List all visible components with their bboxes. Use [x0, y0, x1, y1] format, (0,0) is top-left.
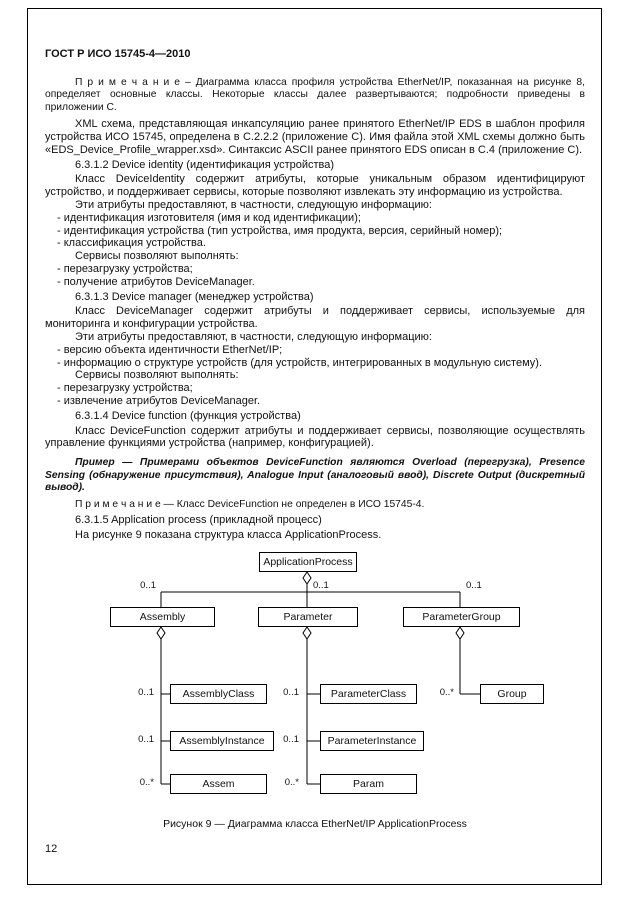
note-paragraph: П р и м е ч а н и е — Класс DeviceFunction не определен в ИСО 15745-4.: [75, 499, 425, 511]
page-number: 12: [45, 843, 58, 855]
list-item: - получение атрибутов DeviceManager.: [57, 275, 255, 288]
multiplicity-label: 0..1: [283, 687, 299, 699]
class-assemblyinstance: AssemblyInstance: [170, 731, 274, 751]
list-item: - информацию о структуре устройств (для устройств, интегрированных в модульную систему).: [57, 356, 542, 369]
multiplicity-label: 0..*: [139, 777, 154, 789]
paragraph: Эти атрибуты предоставляют, в частности, следующую информацию:: [75, 330, 432, 343]
multiplicity-label: 0..1: [140, 580, 156, 592]
paragraph: Класс DeviceManager содержит атрибуты и поддерживает сервисы, используемые для мониторинга и конфигурации устройства.: [45, 305, 585, 331]
multiplicity-label: 0..1: [138, 687, 154, 699]
figure-caption: Рисунок 9 — Диаграмма класса EtherNet/IP ApplicationProcess: [163, 818, 467, 831]
section-heading-6313: 6.3.1.3 Device manager (менеджер устройства): [75, 290, 314, 303]
multiplicity-label: 0..1: [466, 580, 482, 592]
list-item: - идентификация устройства (тип устройства, имя продукта, версия, серийный номер);: [57, 224, 503, 237]
list-item: - извлечение атрибутов DeviceManager.: [57, 394, 261, 407]
class-parameterclass: ParameterClass: [320, 684, 417, 704]
list-item: - идентификация изготовителя (имя и код идентификации);: [57, 211, 361, 224]
section-heading-6315: 6.3.1.5 Application process (прикладной процесс): [75, 513, 322, 526]
paragraph: Эти атрибуты предоставляют, в частности, следующую информацию:: [75, 199, 432, 211]
multiplicity-label: 0..*: [439, 687, 454, 699]
aggregation-diamond: [303, 572, 311, 584]
page-content: [45, 48, 585, 830]
list-item: - перезагрузку устройства;: [57, 262, 193, 275]
aggregation-diamond: [303, 627, 311, 639]
paragraph: Сервисы позволяют выполнять:: [75, 369, 239, 382]
list-item: - перезагрузку устройства;: [57, 382, 193, 395]
multiplicity-label: 0..*: [284, 777, 299, 789]
class-parameter: Parameter: [258, 607, 358, 627]
paragraph: На рисунке 9 показана структура класса ApplicationProcess.: [75, 528, 382, 541]
class-group: Group: [480, 684, 544, 704]
document-header: ГОСТ Р ИСО 15745-4—2010: [45, 48, 191, 60]
class-assem: Assem: [170, 774, 267, 794]
class-parameterinstance: ParameterInstance: [320, 731, 424, 751]
multiplicity-label: 0..1: [313, 580, 329, 592]
list-item: - классификация устройства.: [57, 237, 206, 250]
paragraph: Класс DeviceFunction содержит атрибуты и поддерживает сервисы, позволяющие осуществлять управление функциями устройства (например, конфигурацией).: [45, 424, 585, 450]
aggregation-diamond: [456, 627, 464, 639]
uml-class-diagram: [0, 547, 630, 805]
paragraph: Класс DeviceIdentity содержит атрибуты, которые уникальным образом идентифицируют устройство, и поддерживает сервисы, которые позволяют извлекать эту информацию из устройства.: [45, 173, 585, 199]
class-assemblyclass: AssemblyClass: [170, 684, 267, 704]
example-paragraph: Пример — Примерами объектов DeviceFunction являются Overload (перегрузка), Presence Sensing (обнаружение присутствия), Analogue Input (аналоговый ввод), Discrete Output (дискретный вывод).: [45, 457, 585, 493]
note-paragraph: П р и м е ч а н и е – Диаграмма класса профиля устройства EtherNet/IP, показанная на рисунке 8, определяет основные классы. Некоторые классы далее развертываются; подробности приведены в приложении С.: [45, 77, 585, 113]
class-parametergroup: ParameterGroup: [403, 607, 520, 627]
class-assembly: Assembly: [110, 607, 215, 627]
aggregation-diamond: [157, 627, 165, 639]
paragraph: XML схема, представляющая инкапсуляцию ранее принятого EtherNet/IP EDS в шаблон профиля устройства ИСО 15745, определена в С.2.2.2 (приложение С). Имя файла этой XML схемы должно быть «EDS_Device_Profile_wrapper.xsd». Синтаксис ASCII ранее принятого EDS описан в С.4 (приложение С).: [45, 118, 585, 156]
list-item: - версию объекта идентичности EtherNet/IP;: [57, 343, 283, 356]
class-applicationprocess: ApplicationProcess: [259, 552, 357, 572]
class-param: Param: [320, 774, 417, 794]
section-heading-6314: 6.3.1.4 Device function (функция устройства): [75, 409, 301, 422]
multiplicity-label: 0..1: [283, 734, 299, 746]
section-heading-6312: 6.3.1.2 Device identity (идентификация устройства): [75, 158, 335, 171]
paragraph: Сервисы позволяют выполнять:: [75, 250, 239, 263]
multiplicity-label: 0..1: [138, 734, 154, 746]
